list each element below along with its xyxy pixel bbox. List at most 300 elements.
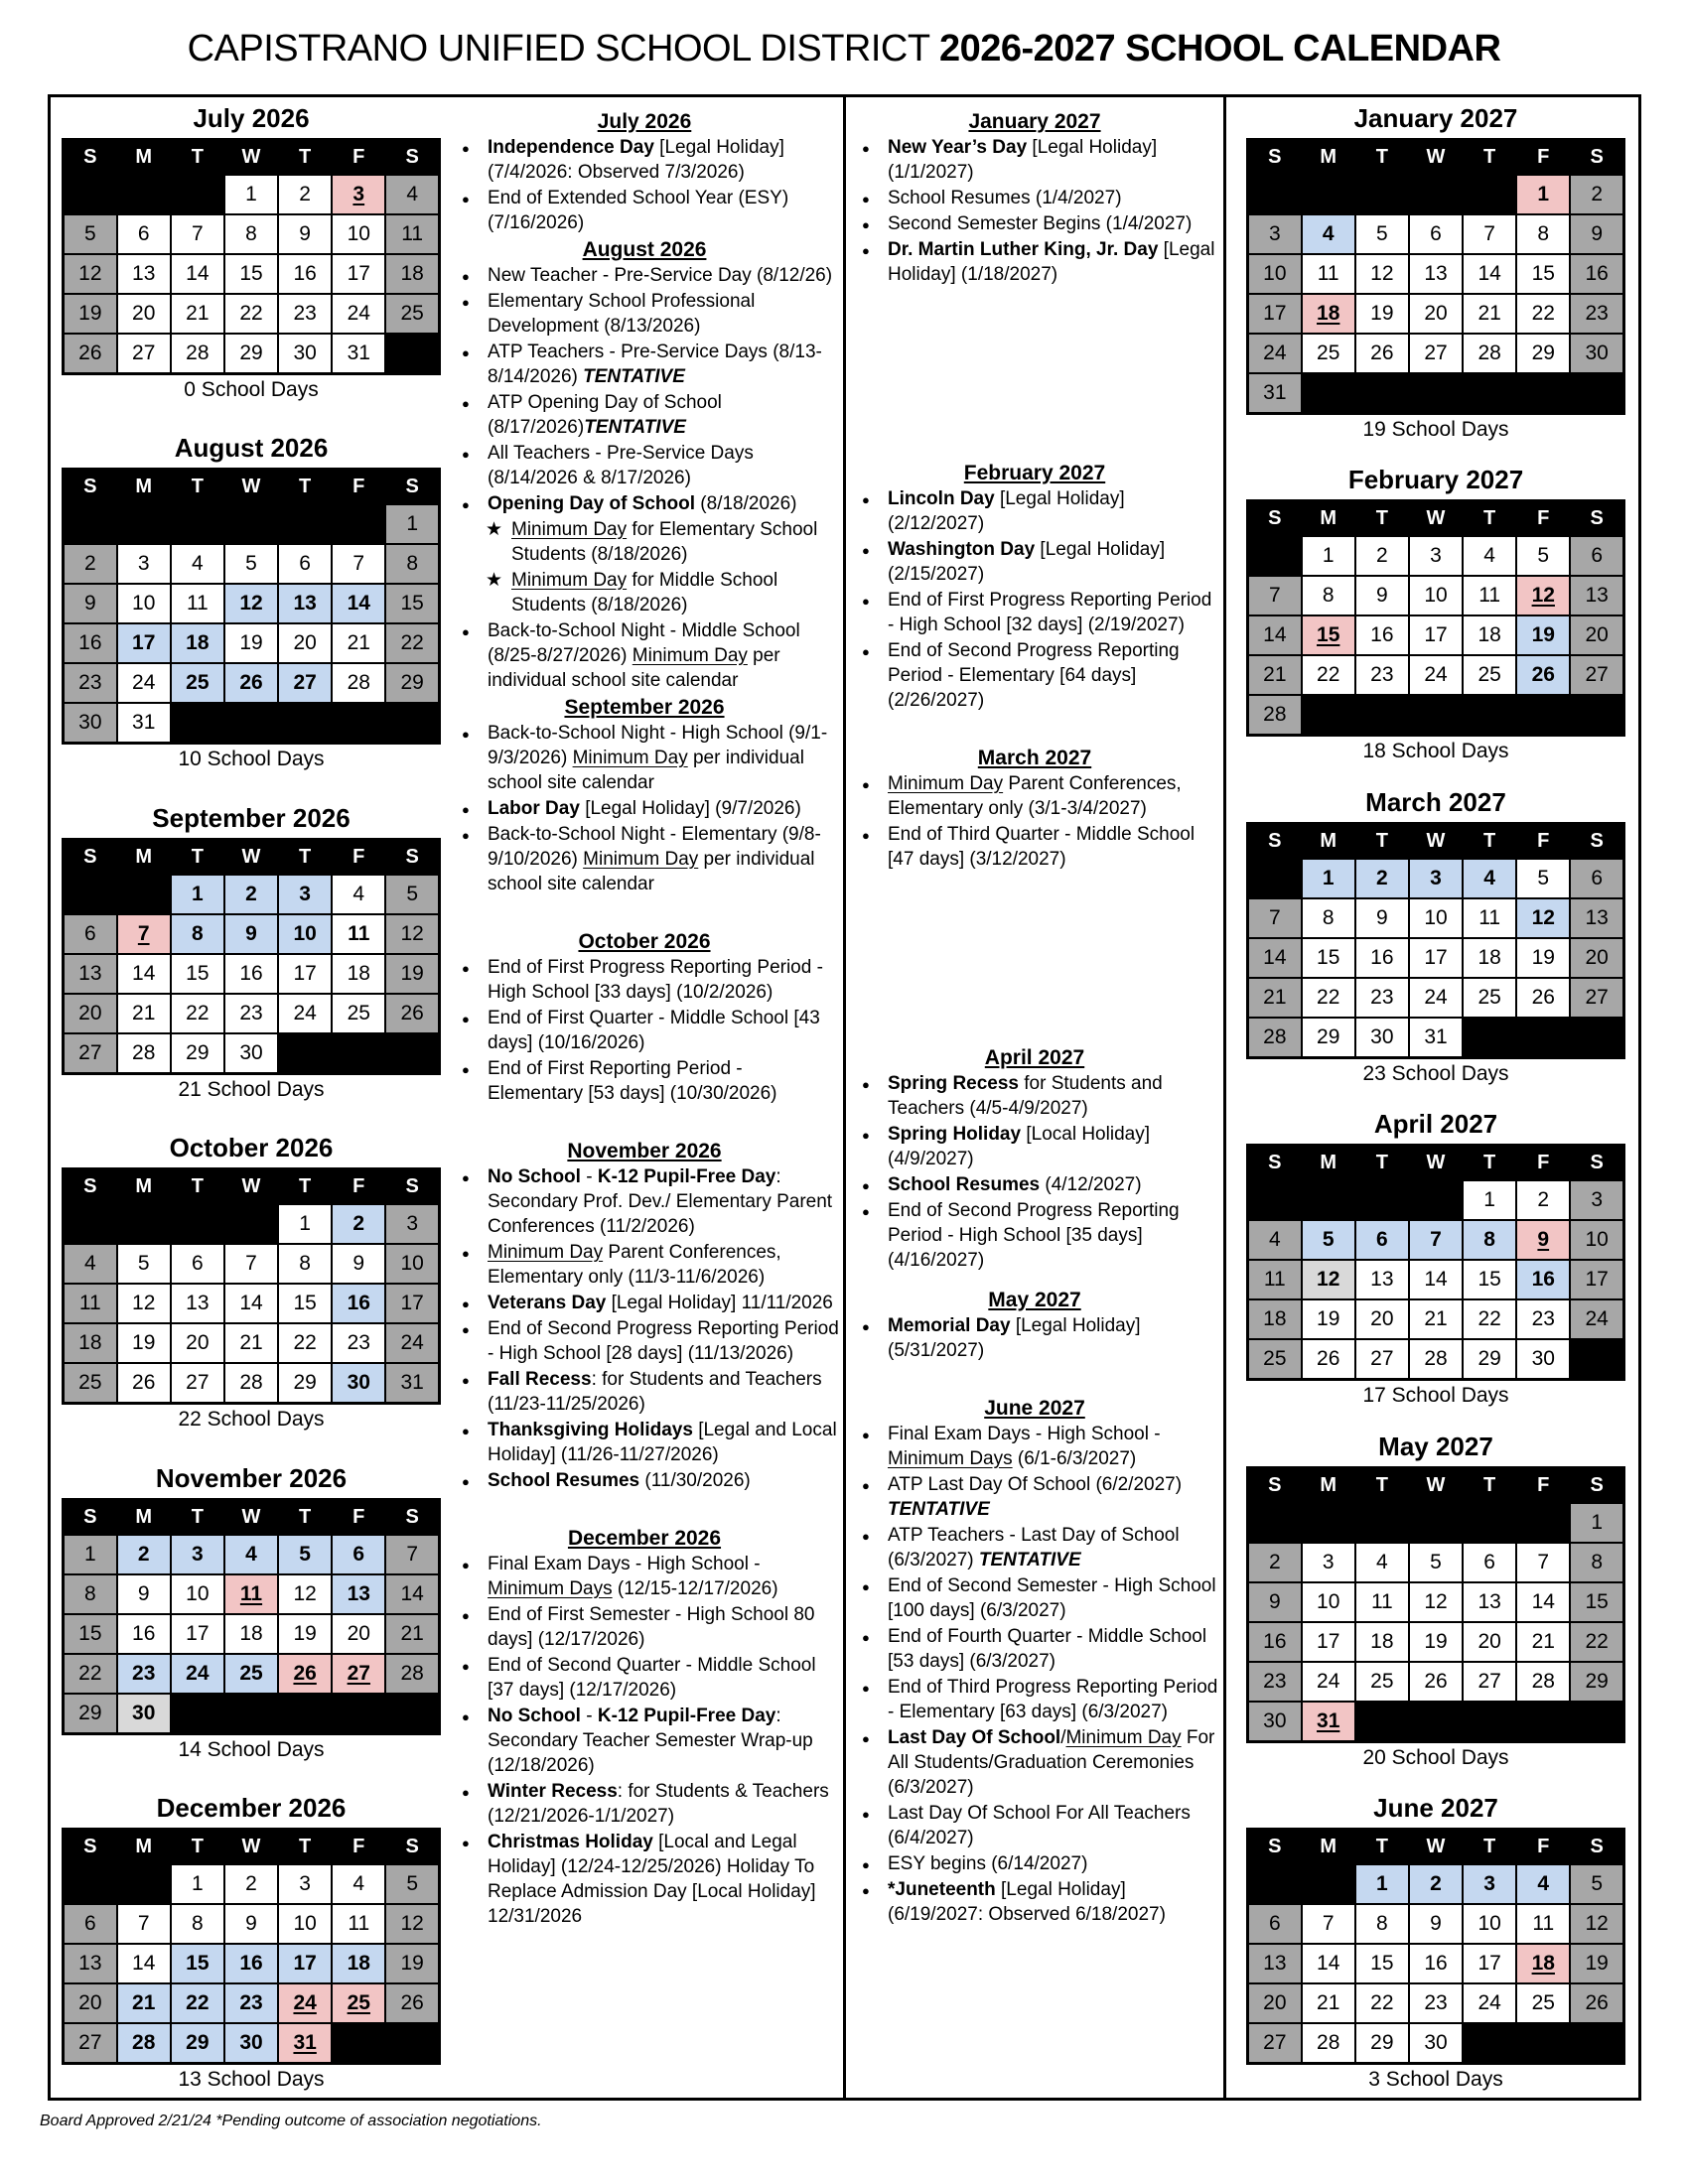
day-cell: 11 [1516,1904,1570,1944]
day-cell: 7 [1248,898,1302,938]
day-cell: 26 [278,1654,332,1694]
weekday-header-cell: F [332,1499,385,1535]
day-cell: 18 [332,954,385,994]
day-cell: 16 [224,1944,278,1983]
day-cell: 1 [385,504,439,544]
day-cell: 8 [1570,1543,1623,1582]
day-cell: 4 [385,175,439,214]
weekday-header-cell: S [385,1499,439,1535]
day-cell: 12 [1516,898,1570,938]
spacer [450,1494,839,1524]
event-text-segment: Minimum Day [583,849,699,870]
day-cell: 1 [278,1204,332,1244]
day-cell [117,1864,171,1904]
day-cell: 9 [1409,1904,1463,1944]
event-text-segment: ATP Teachers - Last Day of School (6/3/2027) [888,1525,1180,1570]
day-cell: 22 [224,294,278,334]
weekday-header-cell: T [171,839,224,875]
day-cell: 20 [332,1614,385,1654]
day-cell: 22 [64,1654,117,1694]
event-text-segment: TENTATIVE [583,366,685,387]
day-cell: 12 [1302,1260,1355,1299]
day-cell: 15 [1355,1944,1409,1983]
event-month-header: February 2027 [963,462,1106,484]
day-cell [117,875,171,914]
day-cell: 30 [1248,1702,1302,1742]
day-cell [278,1033,332,1074]
event-text-segment: : Secondary Teacher Semester Wrap-up (12/18/2026) [488,1706,813,1776]
day-cell: 10 [117,584,171,623]
event-text-segment: School Resumes [888,1174,1041,1195]
day-cell: 27 [1355,1339,1409,1380]
event-text-segment: Christmas Holiday [488,1832,653,1852]
day-cell [1409,175,1463,214]
event-text-segment: No School [488,1166,581,1187]
day-cell: 30 [224,2023,278,2064]
day-cell: 10 [1409,576,1463,615]
day-cell: 10 [278,914,332,954]
event-item [850,1172,1219,1197]
day-cell: 19 [1570,1944,1623,1983]
event-text-segment: [Legal Holiday] (2/12/2027) [888,488,1125,534]
day-cell [1463,1702,1516,1742]
day-cell: 9 [332,1244,385,1284]
weekday-header-cell: M [117,1499,171,1535]
day-cell: 13 [64,1944,117,1983]
event-text-segment: End of First Progress Reporting Period - High School [32 days] (2/19/2027) [888,590,1212,635]
event-text-segment: Minimum Days [888,1448,1013,1469]
weekday-header-cell: W [1409,140,1463,176]
day-cell: 29 [171,1033,224,1074]
district-name: CAPISTRANO UNIFIED SCHOOL DISTRICT [187,28,939,69]
day-cell [1248,536,1302,576]
event-item [450,1602,839,1652]
event-month-header: October 2026 [578,930,711,953]
day-cell: 20 [1409,294,1463,334]
event-text-segment: Washington Day [888,539,1036,560]
day-cell: 26 [64,334,117,374]
event-item [850,1725,1219,1800]
school-days-count: 14 School Days [178,1737,325,1761]
event-item [450,721,839,795]
event-text-segment: (8/18/2026) [695,493,797,514]
weekday-header-cell: T [171,1499,224,1535]
day-cell [1355,1180,1409,1220]
day-cell: 3 [1302,1543,1355,1582]
day-cell: 9 [1248,1582,1302,1622]
day-cell [64,175,117,214]
day-cell: 13 [64,954,117,994]
day-cell: 25 [385,294,439,334]
month-block [1246,787,1625,1086]
event-text-segment: [Legal Holiday] (2/15/2027) [888,539,1166,585]
event-text-segment: End of First Reporting Period - Elementary [53 days] (10/30/2026) [488,1058,777,1104]
month-block [1246,1793,1625,2092]
event-text-segment: School Resumes (1/4/2027) [888,188,1122,208]
day-cell: 26 [1355,334,1409,373]
day-cell: 4 [1302,214,1355,254]
event-item [850,237,1219,287]
day-cell: 19 [1516,615,1570,655]
day-cell: 17 [1248,294,1302,334]
mini-calendars-spring-column [1246,103,1625,2092]
day-cell [332,1694,385,1734]
day-cell: 15 [1516,254,1570,294]
day-cell [171,703,224,744]
event-month-header: August 2026 [582,238,707,261]
school-days-count: 21 School Days [178,1077,325,1101]
day-cell: 13 [1570,576,1623,615]
day-cell: 18 [332,1944,385,1983]
day-cell [1355,1702,1409,1742]
day-cell [1302,1180,1355,1220]
event-item [450,186,839,235]
day-cell: 19 [1355,294,1409,334]
day-cell: 12 [385,1904,439,1944]
event-text-segment: Minimum Day [511,570,628,591]
event-item [850,1422,1219,1471]
day-cell [1570,373,1623,414]
day-cell [1409,373,1463,414]
event-text-segment: Memorial Day [888,1315,1011,1336]
day-cell: 15 [1302,615,1355,655]
day-cell [1248,1503,1302,1543]
day-cell: 14 [1516,1582,1570,1622]
calendar-table [1246,822,1625,1059]
event-item [450,1316,839,1366]
day-cell: 4 [332,875,385,914]
day-cell: 22 [1302,655,1355,695]
day-cell: 8 [64,1574,117,1614]
day-cell: 18 [385,254,439,294]
day-cell: 18 [1302,294,1355,334]
day-cell [1355,1503,1409,1543]
day-cell: 7 [117,1904,171,1944]
day-cell: 23 [278,294,332,334]
day-cell: 10 [1248,254,1302,294]
day-cell: 31 [1409,1018,1463,1058]
event-text-segment: End of Second Progress Reporting Period - Elementary [64 days] (2/26/2027) [888,640,1180,711]
day-cell: 1 [171,1864,224,1904]
day-cell: 17 [117,623,171,663]
event-item [450,390,839,440]
day-cell: 20 [117,294,171,334]
day-cell: 6 [1463,1543,1516,1582]
event-text-segment: Spring Recess [888,1073,1019,1094]
event-text-segment: [Legal and Local Holiday] (11/26-11/27/2026) [488,1420,837,1465]
weekday-header-cell: S [1570,501,1623,537]
day-cell: 20 [171,1323,224,1363]
weekday-header-cell: F [1516,140,1570,176]
day-cell: 11 [1463,576,1516,615]
weekday-header-cell: S [1570,140,1623,176]
day-cell [1570,2023,1623,2064]
day-cell [1302,175,1355,214]
day-cell [64,504,117,544]
day-cell: 7 [1409,1220,1463,1260]
weekday-header-cell: M [117,470,171,505]
day-cell: 17 [278,954,332,994]
day-cell: 8 [171,914,224,954]
school-days-count: 19 School Days [1362,418,1509,441]
school-days-count: 20 School Days [1362,1745,1509,1769]
day-cell: 5 [1570,1864,1623,1904]
day-cell: 30 [278,334,332,374]
day-cell: 9 [278,214,332,254]
weekday-header-cell: S [1248,1829,1302,1864]
day-cell: 3 [332,175,385,214]
event-text-segment: End of Third Quarter - Middle School [47 days] (3/12/2027) [888,824,1196,870]
event-text-segment: / [1060,1727,1066,1748]
day-cell: 25 [1516,1983,1570,2023]
day-cell: 5 [117,1244,171,1284]
day-cell: 5 [385,875,439,914]
day-cell: 19 [1302,1299,1355,1339]
event-item [850,1071,1219,1121]
calendar-table [1246,1828,1625,2065]
day-cell: 13 [1463,1582,1516,1622]
event-month-header: March 2027 [977,747,1092,769]
day-cell: 10 [278,1904,332,1944]
day-cell: 26 [224,663,278,703]
month-title: November 2026 [155,1462,348,1493]
day-cell: 14 [332,584,385,623]
day-cell: 28 [1248,695,1302,736]
event-month-header: May 2027 [988,1289,1081,1311]
day-cell: 16 [1248,1622,1302,1662]
day-cell: 24 [1570,1299,1623,1339]
day-cell: 24 [171,1654,224,1694]
day-cell: 13 [117,254,171,294]
day-cell: 25 [332,994,385,1033]
day-cell: 2 [1516,1180,1570,1220]
event-item [450,1006,839,1055]
weekday-header-cell: F [1516,1467,1570,1503]
day-cell: 16 [1355,615,1409,655]
day-cell: 14 [385,1574,439,1614]
month-title: January 2027 [1353,103,1518,133]
event-item [450,340,839,389]
weekday-header-cell: M [117,140,171,176]
day-cell: 26 [117,1363,171,1404]
day-cell [224,703,278,744]
day-cell [1302,373,1355,414]
day-cell: 17 [332,254,385,294]
day-cell: 28 [1516,1662,1570,1702]
event-text-segment: Minimum Day [632,645,748,666]
day-cell: 8 [171,1904,224,1944]
event-text-segment: [Legal Holiday] (1/1/2027) [888,137,1158,183]
day-cell [1516,1503,1570,1543]
day-cell [64,1204,117,1244]
weekday-header-cell: F [332,470,385,505]
event-text-segment: - [580,1166,598,1187]
day-cell: 15 [278,1284,332,1323]
day-cell: 3 [1570,1180,1623,1220]
school-days-count: 22 School Days [178,1408,325,1432]
weekday-header-cell: T [278,1169,332,1205]
weekday-header-cell: S [385,1829,439,1864]
day-cell: 26 [1409,1662,1463,1702]
event-text-segment: Last Day Of School For All Teachers (6/4/2027) [888,1803,1191,1848]
calendar-table [1246,138,1625,415]
day-cell: 22 [171,1983,224,2023]
day-cell: 27 [171,1363,224,1404]
day-cell: 13 [1248,1944,1302,1983]
weekday-header-cell: W [224,1169,278,1205]
event-item [450,1704,839,1778]
event-text-segment: Minimum Day [888,773,1004,794]
day-cell: 2 [64,544,117,584]
day-cell: 5 [1409,1543,1463,1582]
day-cell: 17 [1463,1944,1516,1983]
day-cell: 10 [171,1574,224,1614]
day-cell: 14 [1409,1260,1463,1299]
day-cell: 12 [64,254,117,294]
day-cell: 29 [1570,1662,1623,1702]
day-cell [1463,1503,1516,1543]
calendar-table [62,468,441,745]
weekday-header-cell: S [385,470,439,505]
day-cell: 6 [1570,536,1623,576]
event-text-segment: Dr. Martin Luther King, Jr. Day [888,239,1159,260]
day-cell: 7 [385,1535,439,1574]
day-cell: 19 [1516,938,1570,978]
event-text-segment: [Legal Holiday] (1/18/2027) [888,239,1215,285]
event-text-segment: per individual school site calendar [488,748,804,793]
day-cell: 26 [1570,1983,1623,2023]
school-days-count: 18 School Days [1362,740,1509,763]
day-cell: 14 [1302,1944,1355,1983]
day-cell: 23 [224,994,278,1033]
day-cell: 20 [1463,1622,1516,1662]
day-cell: 13 [1409,254,1463,294]
month-title: August 2026 [174,433,329,464]
day-cell: 13 [332,1574,385,1614]
day-cell: 22 [1302,978,1355,1018]
weekday-header-cell: T [171,140,224,176]
page-title [0,28,1688,70]
day-cell: 12 [224,584,278,623]
event-text-segment: Veterans Day [488,1293,607,1313]
day-cell: 1 [1463,1180,1516,1220]
weekday-header-cell: M [117,839,171,875]
day-cell [1516,1702,1570,1742]
day-cell [117,504,171,544]
event-text-segment: K-12 Pupil-Free Day [597,1166,776,1187]
event-text-segment: : for Students & Teachers (12/21/2026-1/1/2027) [488,1781,829,1827]
day-cell: 20 [64,994,117,1033]
day-cell: 23 [1409,1983,1463,2023]
school-days-count: 17 School Days [1362,1384,1509,1408]
weekday-header-cell: T [278,839,332,875]
day-cell: 12 [1355,254,1409,294]
day-cell [64,1864,117,1904]
month-title: February 2027 [1347,465,1524,495]
weekday-header-cell: M [1302,501,1355,537]
event-text-segment: Second Semester Begins (1/4/2027) [888,213,1193,234]
event-item [450,1056,839,1106]
day-cell: 7 [171,214,224,254]
day-cell: 20 [1570,938,1623,978]
weekday-header-cell: T [1355,140,1409,176]
weekday-header-cell: S [1570,823,1623,859]
day-cell: 27 [332,1654,385,1694]
event-text-segment: [Local Holiday] (4/9/2027) [888,1124,1150,1169]
day-cell: 7 [1248,576,1302,615]
day-cell [117,175,171,214]
day-cell: 20 [64,1983,117,2023]
calendar-table [62,1498,441,1735]
weekday-header-cell: W [1409,1467,1463,1503]
event-text-segment: Back-to-School Night - Elementary (9/8-9/10/2026) [488,824,821,870]
weekday-header-cell: T [278,140,332,176]
day-cell: 29 [385,663,439,703]
day-cell: 12 [117,1284,171,1323]
weekday-header-cell: S [1248,501,1302,537]
day-cell: 2 [1409,1864,1463,1904]
event-text-segment: K-12 Pupil-Free Day [597,1706,776,1726]
event-item [850,1198,1219,1273]
event-text-segment: Minimum Day [1065,1727,1182,1748]
school-days-count: 23 School Days [1362,1061,1509,1085]
day-cell: 1 [1302,536,1355,576]
event-text-segment: Labor Day [488,798,580,819]
weekday-header-cell: M [117,1169,171,1205]
day-cell: 21 [1248,655,1302,695]
day-cell: 22 [171,994,224,1033]
day-cell: 13 [1355,1260,1409,1299]
day-cell: 31 [278,2023,332,2064]
day-cell: 24 [278,994,332,1033]
day-cell: 19 [117,1323,171,1363]
day-cell: 13 [171,1284,224,1323]
event-text-segment: Final Exam Days - High School - [488,1554,761,1574]
day-cell: 22 [385,623,439,663]
event-item [850,1877,1219,1927]
event-text-segment: per individual school site calendar [488,849,815,894]
month-block [1246,1109,1625,1408]
event-text-segment: Lincoln Day [888,488,995,509]
day-cell: 15 [224,254,278,294]
day-cell: 19 [1409,1622,1463,1662]
event-text-segment: ESY begins (6/14/2027) [888,1853,1088,1874]
day-cell: 7 [1302,1904,1355,1944]
weekday-header-cell: T [1355,1467,1409,1503]
day-cell: 9 [64,584,117,623]
weekday-header-cell: S [385,140,439,176]
school-days-count: 0 School Days [184,378,319,401]
event-month-header: November 2026 [567,1140,722,1162]
event-item [450,289,839,339]
weekday-header-cell: S [1248,1146,1302,1181]
event-text-segment: End of Third Progress Reporting Period - Elementary [63 days] (6/3/2027) [888,1677,1218,1722]
day-cell [278,703,332,744]
event-month-header: April 2027 [984,1046,1085,1069]
day-cell: 2 [224,875,278,914]
day-cell [1355,373,1409,414]
day-cell: 9 [1355,898,1409,938]
event-item [450,1418,839,1467]
day-cell: 18 [1463,938,1516,978]
day-cell: 3 [278,875,332,914]
event-text-segment: [Legal Holiday] 11/11/2026 [606,1293,833,1313]
day-cell: 26 [1516,978,1570,1018]
day-cell [278,504,332,544]
day-cell: 27 [1248,2023,1302,2064]
event-text-segment: - [580,1706,598,1726]
day-cell: 3 [1409,859,1463,898]
